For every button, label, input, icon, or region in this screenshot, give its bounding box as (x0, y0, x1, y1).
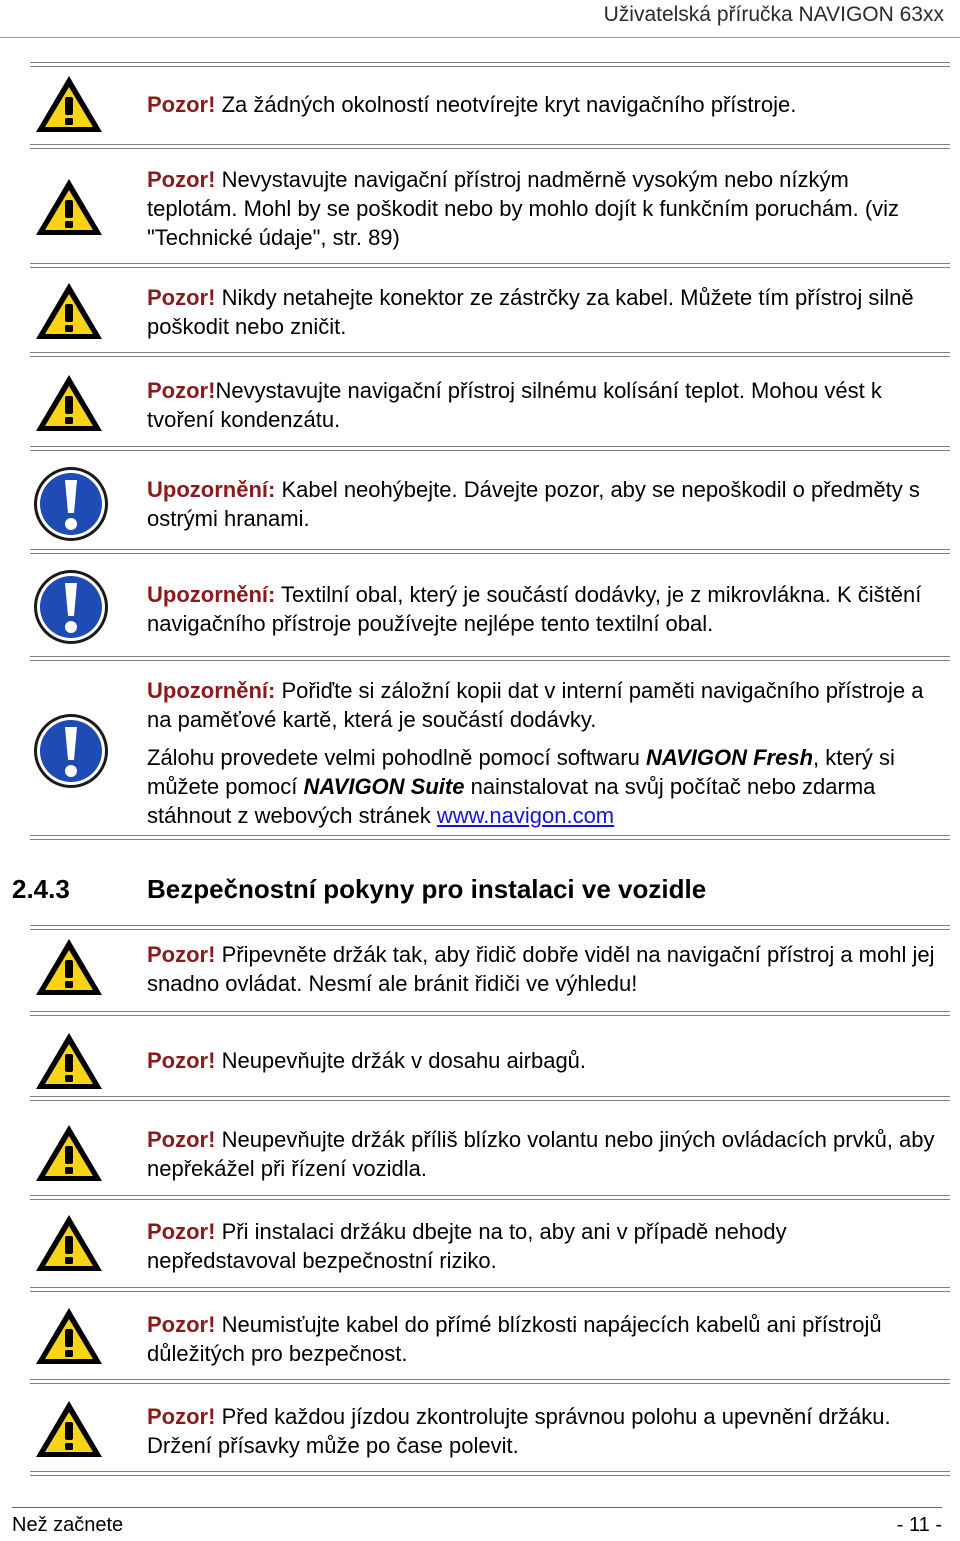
warning-triangle-icon (33, 280, 105, 342)
note-text: Nevystavujte navigační přístroj nadměrně vysokým nebo nízkým teplotám. Mohl by se poškodit nebo by mohlo dojít k funkčním poruchám. (viz "Technické údaje", str. 89) (147, 167, 900, 250)
note-item (147, 676, 937, 830)
note-text: Před každou jízdou zkontrolujte správnou polohu a upevnění držáku. Držení přísavky může po čase polevit. (147, 1404, 891, 1458)
warning-triangle-icon (33, 1212, 105, 1274)
note-lead: Pozor! (147, 378, 216, 403)
note-text: , který si můžete pomocí (147, 745, 895, 799)
separator (30, 1011, 950, 1016)
header-rule (0, 37, 960, 38)
footer-chapter: Než začnete (12, 1514, 124, 1536)
note-lead: Upozornění: (147, 678, 276, 703)
warning-triangle-icon (33, 936, 105, 998)
separator (30, 835, 950, 840)
product-name: NAVIGON Fresh (645, 745, 814, 770)
navigon-website-link[interactable]: www.navigon.com (436, 803, 615, 828)
warning-triangle-icon (33, 1030, 105, 1092)
running-header: Uživatelská příručka NAVIGON 63xx (603, 3, 944, 26)
note-text: nainstalovat na svůj počítač nebo zdarma stáhnout z webových stránek (147, 774, 876, 828)
notice-exclamation-icon (33, 713, 109, 789)
note-lead: Pozor! (147, 942, 216, 967)
note-item (147, 1310, 937, 1368)
note-item (147, 940, 937, 998)
warning-triangle-icon (33, 1398, 105, 1460)
warning-triangle-icon (33, 73, 105, 135)
notice-exclamation-icon (33, 466, 109, 542)
separator (30, 1471, 950, 1476)
note-item (147, 1125, 937, 1183)
separator (30, 925, 950, 930)
note-item (147, 580, 937, 638)
note-text: Zálohu provedete velmi pohodlně pomocí softwaru (147, 745, 646, 770)
note-text: Kabel neohýbejte. Dávejte pozor, aby se nepoškodil o předměty s ostrými hranami. (147, 477, 920, 531)
note-lead: Upozornění: (147, 477, 276, 502)
note-lead: Pozor! (147, 92, 216, 117)
separator (30, 1287, 950, 1292)
section-number: 2.4.3 (12, 874, 70, 904)
note-lead: Pozor! (147, 1219, 216, 1244)
warning-triangle-icon (33, 372, 105, 434)
note-item (147, 376, 937, 434)
separator (30, 446, 950, 451)
note-text: Pořiďte si záložní kopii dat v interní paměti navigačního přístroje a na paměťové kartě, která je součástí dodávky. (147, 678, 924, 732)
note-text: Při instalaci držáku dbejte na to, aby ani v případě nehody nepředstavoval bezpečnostní riziko. (147, 1219, 787, 1273)
separator (30, 656, 950, 661)
note-text: Za žádných okolností neotvírejte kryt navigačního přístroje. (215, 92, 797, 117)
page-number: - 11 - (896, 1514, 942, 1536)
note-text: Neupevňujte držák příliš blízko volantu nebo jiných ovládacích prvků, aby nepřekážel při řízení vozidla. (147, 1127, 935, 1181)
warning-triangle-icon (33, 1122, 105, 1184)
separator (30, 144, 950, 149)
separator (30, 549, 950, 554)
section-title: Bezpečnostní pokyny pro instalaci ve vozidle (147, 874, 707, 904)
separator (30, 1379, 950, 1384)
note-lead: Pozor! (147, 1312, 216, 1337)
separator (30, 263, 950, 268)
note-item (147, 1402, 937, 1460)
note-text: Připevněte držák tak, aby řidič dobře viděl na navigační přístroj a mohl jej snadno ovládat. Nesmí ale bránit řidiči ve výhledu! (147, 942, 935, 996)
note-text: Textilní obal, který je součástí dodávky, je z mikrovlákna. K čištění navigačního přístroje používejte nejlépe tento textilní obal. (147, 582, 922, 636)
note-text: Neumisťujte kabel do přímé blízkosti napájecích kabelů ani přístrojů důležitých pro bezpečnost. (147, 1312, 882, 1366)
note-item (147, 283, 937, 341)
note-item (147, 1046, 937, 1075)
note-text: Nikdy netahejte konektor ze zástrčky za kabel. Můžete tím přístroj silně poškodit nebo zničit. (147, 285, 914, 339)
warning-triangle-icon (33, 176, 105, 238)
product-name: NAVIGON Suite (303, 774, 465, 799)
note-lead: Pozor! (147, 167, 216, 192)
note-text: Nevystavujte navigační přístroj silnému kolísání teplot. Mohou vést k tvoření kondenzátu. (147, 378, 882, 432)
separator (30, 1195, 950, 1200)
note-item (147, 475, 937, 533)
note-lead: Pozor! (147, 1048, 216, 1073)
page-footer (12, 1507, 942, 1536)
note-lead: Pozor! (147, 1127, 216, 1152)
notice-exclamation-icon (33, 569, 109, 645)
separator (30, 352, 950, 357)
note-item (147, 1217, 937, 1275)
separator (30, 62, 950, 67)
warning-triangle-icon (33, 1305, 105, 1367)
note-item (147, 165, 937, 252)
separator (30, 1096, 950, 1101)
note-lead: Pozor! (147, 285, 216, 310)
note-lead: Pozor! (147, 1404, 216, 1429)
note-text: Neupevňujte držák v dosahu airbagů. (215, 1048, 587, 1073)
note-item (147, 90, 937, 119)
note-lead: Upozornění: (147, 582, 276, 607)
